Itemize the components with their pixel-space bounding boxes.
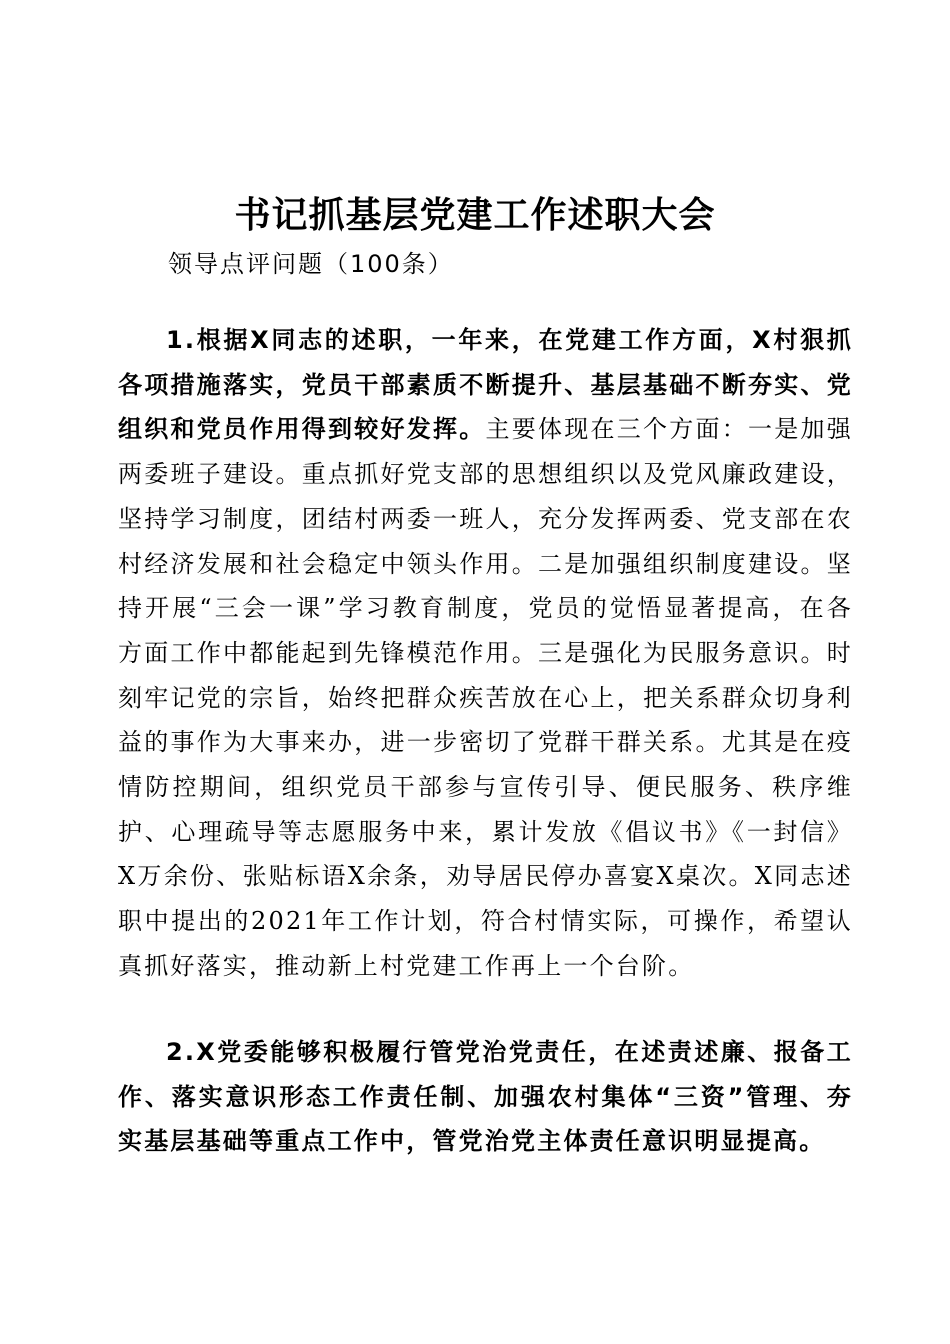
paragraph-1-lead: 1.根据X同志的述职，一年来，在党建工作方面，X村狠抓各项措施落实，党员干部素质不断提升、基层基础不断夯实、党组织和党员作用得到较好发挥。 [118, 326, 853, 444]
paragraph-1 [118, 318, 853, 989]
paragraph-2 [118, 1030, 853, 1164]
page-title: 书记抓基层党建工作述职大会 [234, 194, 716, 236]
paragraph-1-body: 主要体现在三个方面：一是加强两委班子建设。重点抓好党支部的思想组织以及党风廉政建设，坚持学习制度，团结村两委一班人，充分发挥两委、党支部在农村经济发展和社会稳定中领头作用。二是加强组织制度建设。坚持开展“三会一课”学习教育制度，党员的觉悟显著提高，在各方面工作中都能起到先锋模范作用。三是强化为民服务意识。时刻牢记党的宗旨，始终把群众疾苦放在心上，把关系群众切身利益的事作为大事来办，进一步密切了党群干群关系。尤其是在疫情防控期间，组织党员干部参与宣传引导、便民服务、秩序维护、心理疏导等志愿服务中来，累计发放《倡议书》《一封信》X万余份、张贴标语X余条，劝导居民停办喜宴X桌次。X同志述职中提出的2021年工作计划，符合村情实际，可操作，希望认真抓好落实，推动新上村党建工作再上一个台阶。 [118, 415, 853, 980]
paragraph-2-lead: 2.X党委能够积极履行管党治党责任，在述责述廉、报备工作、落实意识形态工作责任制、加强农村集体“三资”管理、夯实基层基础等重点工作中，管党治党主体责任意识明显提高。 [118, 1038, 853, 1156]
subtitle: 领导点评问题（100条） [168, 250, 454, 278]
